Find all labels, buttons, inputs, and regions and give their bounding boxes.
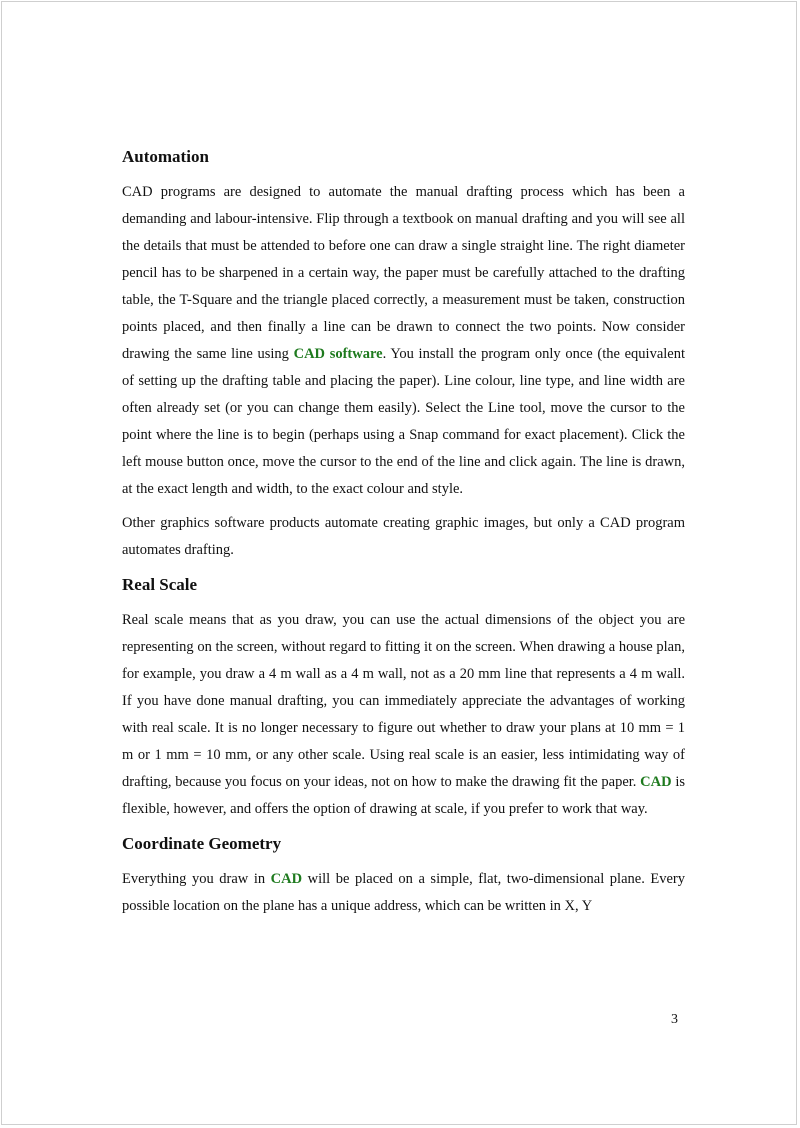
document-page: [1, 1, 797, 1125]
real-scale-text-2: is flexible, however, and offers the option of drawing at scale, if you prefer to work that way.: [122, 774, 685, 817]
cad-highlight: CAD: [640, 774, 672, 790]
cad-highlight: CAD: [270, 871, 303, 887]
coordinate-text-2: will be placed on a simple, flat, two-dimensional plane. Every possible location on the plane has a unique address, which can be written in X, Y: [122, 871, 685, 914]
coordinate-geometry-paragraph: [122, 866, 685, 920]
real-scale-paragraph: [122, 607, 685, 823]
cad-software-highlight: CAD software: [293, 346, 383, 362]
heading-real-scale: Real Scale: [122, 575, 198, 594]
automation-paragraph-2: Other graphics software products automate creating graphic images, but only a CAD program automates drafting.: [122, 515, 685, 558]
page-number: 3: [671, 1012, 678, 1027]
automation-text-2: . You install the program only once (the equivalent of setting up the drafting table and placing the paper). Line colour, line type, and line width are often already set (or you can change them easily). Select the Line tool, move the cursor to the point where the line is to begin (perhaps using a Snap command for exact placement). Click the left mouse button once, move the cursor to the end of the line and click again. The line is drawn, at the exact length and width, to the exact colour and style.: [122, 346, 685, 497]
heading-automation: Automation: [122, 147, 209, 166]
automation-paragraph: [122, 179, 685, 503]
page-content: [122, 145, 685, 920]
heading-coordinate-geometry: Coordinate Geometry: [122, 834, 282, 853]
real-scale-text-1: Real scale means that as you draw, you can use the actual dimensions of the object you are representing on the screen, without regard to fitting it on the screen. When drawing a house plan, for example, you draw a 4 m wall as a 4 m wall, not as a 20 mm line that represents a 4 m wall. If you have done manual drafting, you can immediately appreciate the advantages of working with real scale. It is no longer necessary to figure out whether to draw your plans at 10 mm = 1 m or 1 mm = 10 mm, or any other scale. Using real scale is an easier, less intimidating way of drafting, because you focus on your ideas, not on how to make the drawing fit the paper.: [122, 612, 685, 790]
coordinate-text-1: Everything you draw in: [122, 871, 271, 887]
automation-text-1: CAD programs are designed to automate the manual drafting process which has been a demanding and labour-intensive. Flip through a textbook on manual drafting and you will see all the details that must be attended to before one can draw a single straight line. The right diameter pencil has to be sharpened in a certain way, the paper must be carefully attached to the drafting table, the T-Square and the triangle placed correctly, a measurement must be taken, construction points placed, and then finally a line can be drawn to connect the two points. Now consider drawing the same line using: [122, 184, 685, 362]
